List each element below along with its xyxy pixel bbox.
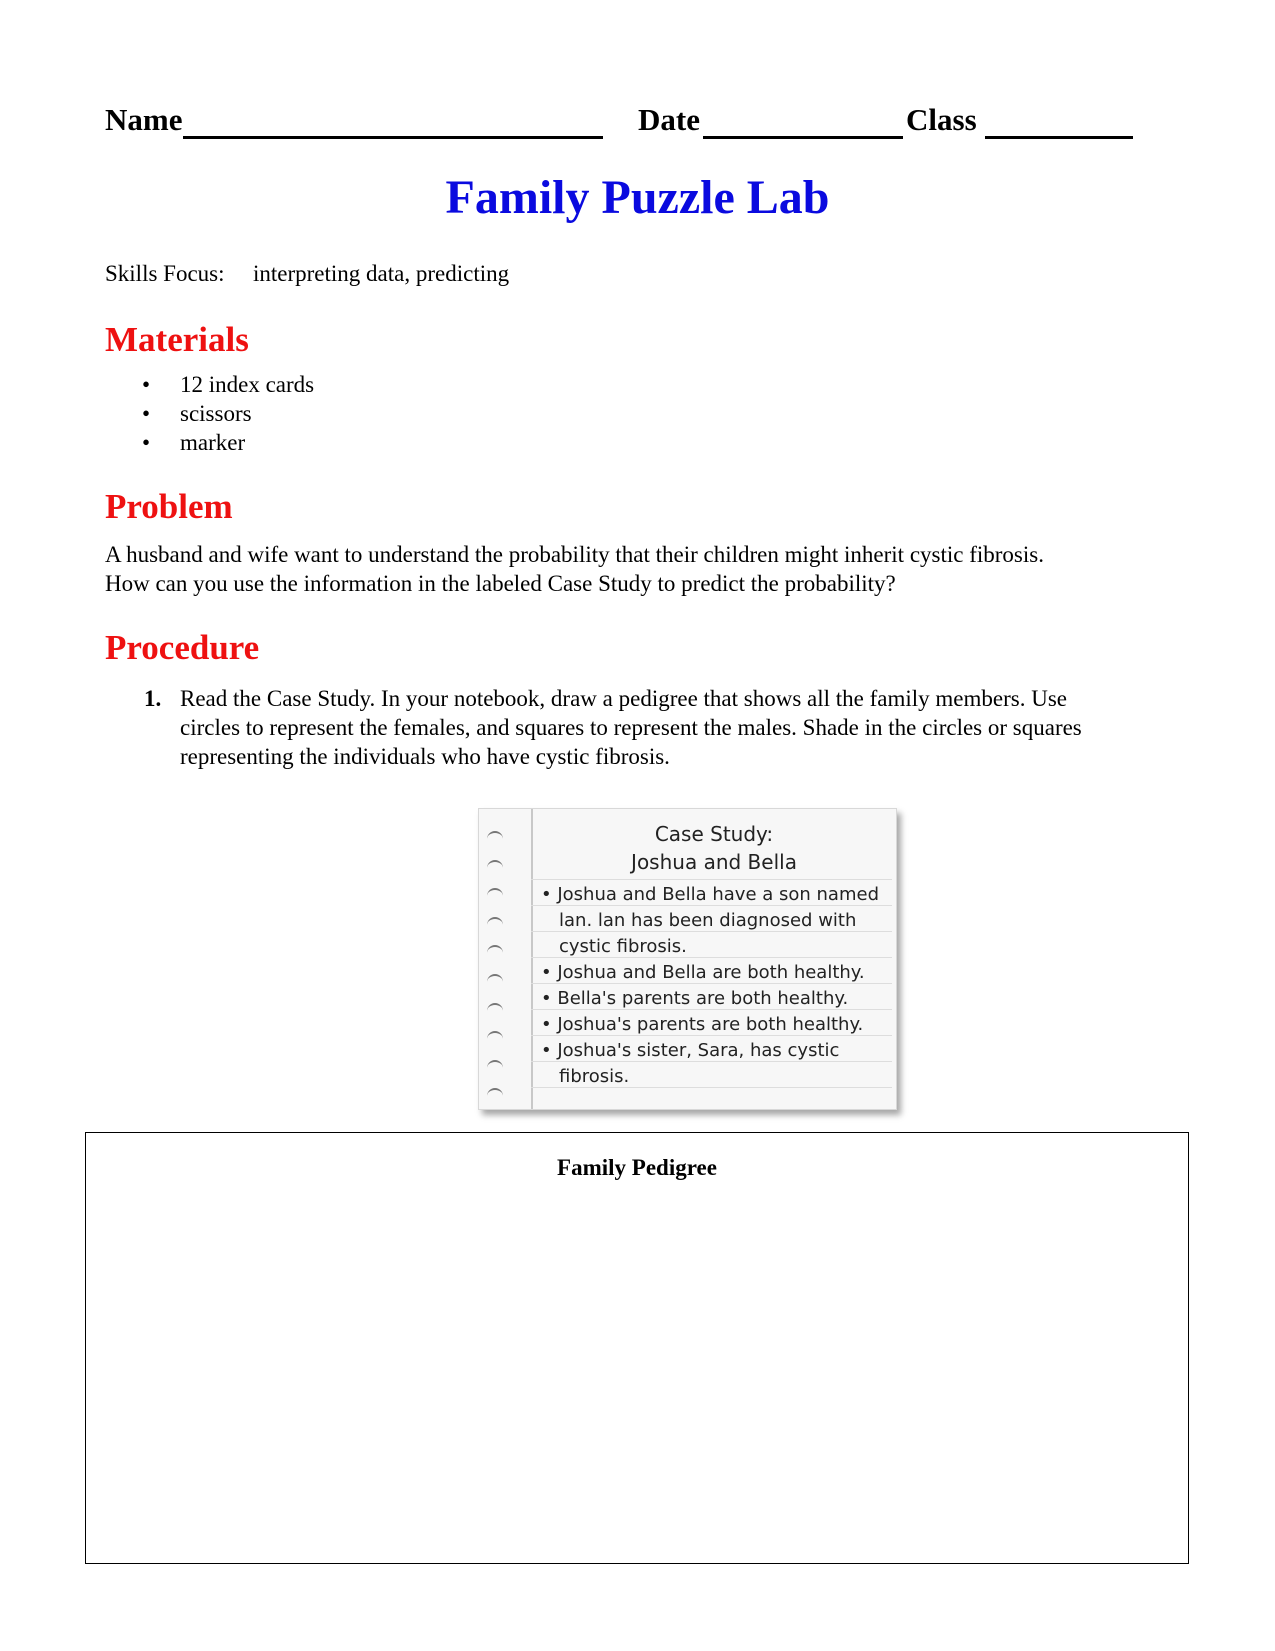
ring-icon (487, 1031, 503, 1043)
page-title: Family Puzzle Lab (445, 171, 830, 224)
ring-icon (487, 974, 503, 986)
ring-icon (487, 831, 503, 843)
card-margin-line (531, 809, 533, 1109)
skills-value: interpreting data, predicting (253, 261, 510, 286)
name-blank[interactable] (183, 136, 603, 139)
ring-icon (487, 1060, 503, 1072)
header-fields (105, 100, 1165, 140)
ring-icon (487, 1003, 503, 1015)
list-item: • marker (105, 428, 314, 457)
ring-icon (487, 888, 503, 900)
ring-icon (487, 917, 503, 929)
list-item: • scissors (105, 399, 314, 428)
case-study-line: • Joshua's sister, Sara, has cystic (541, 1040, 840, 1061)
case-study-subtitle: Joshua and Bella (631, 850, 797, 874)
class-label: Class (906, 102, 977, 137)
notebook-rings (487, 831, 503, 1117)
problem-heading: Problem (105, 487, 233, 526)
card-rule (531, 879, 892, 880)
list-item: • 12 index cards (105, 370, 314, 399)
ring-icon (487, 945, 503, 957)
problem-line-2: How can you use the information in the labeled Case Study to predict the probability? (105, 571, 896, 596)
procedure-step-line: circles to represent the females, and squares to represent the males. Shade in the circles or squares (180, 715, 1082, 740)
case-study-line: • Bella's parents are both healthy. (541, 988, 849, 1009)
date-blank[interactable] (703, 136, 903, 139)
class-blank[interactable] (985, 136, 1133, 139)
case-study-line: • Joshua's parents are both healthy. (541, 1014, 864, 1035)
skills-label: Skills Focus: (105, 261, 225, 286)
ring-icon (487, 860, 503, 872)
materials-list (105, 370, 314, 457)
procedure-heading: Procedure (105, 628, 260, 667)
family-pedigree-box[interactable] (85, 1132, 1189, 1564)
case-study-title: Case Study: (654, 822, 774, 846)
date-label: Date (638, 102, 700, 137)
problem-line-1: A husband and wife want to understand the probability that their children might inherit cystic fibrosis. (105, 542, 1044, 567)
case-study-line: • Joshua and Bella have a son named (541, 884, 880, 905)
ring-icon (487, 1088, 503, 1100)
procedure-step-line: representing the individuals who have cystic fibrosis. (180, 744, 670, 769)
case-study-line: cystic fibrosis. (559, 936, 687, 957)
pedigree-title: Family Pedigree (557, 1155, 717, 1180)
procedure-step-number: 1. (144, 686, 162, 711)
skills-focus (105, 259, 509, 289)
case-study-card (478, 808, 897, 1110)
materials-heading: Materials (105, 320, 249, 359)
procedure-step-line: Read the Case Study. In your notebook, draw a pedigree that shows all the family members. Use (180, 686, 1067, 711)
case-study-line: fibrosis. (559, 1066, 630, 1087)
case-study-line: • Joshua and Bella are both healthy. (541, 962, 865, 983)
name-label: Name (105, 102, 183, 137)
case-study-line: lan. lan has been diagnosed with (559, 910, 857, 931)
